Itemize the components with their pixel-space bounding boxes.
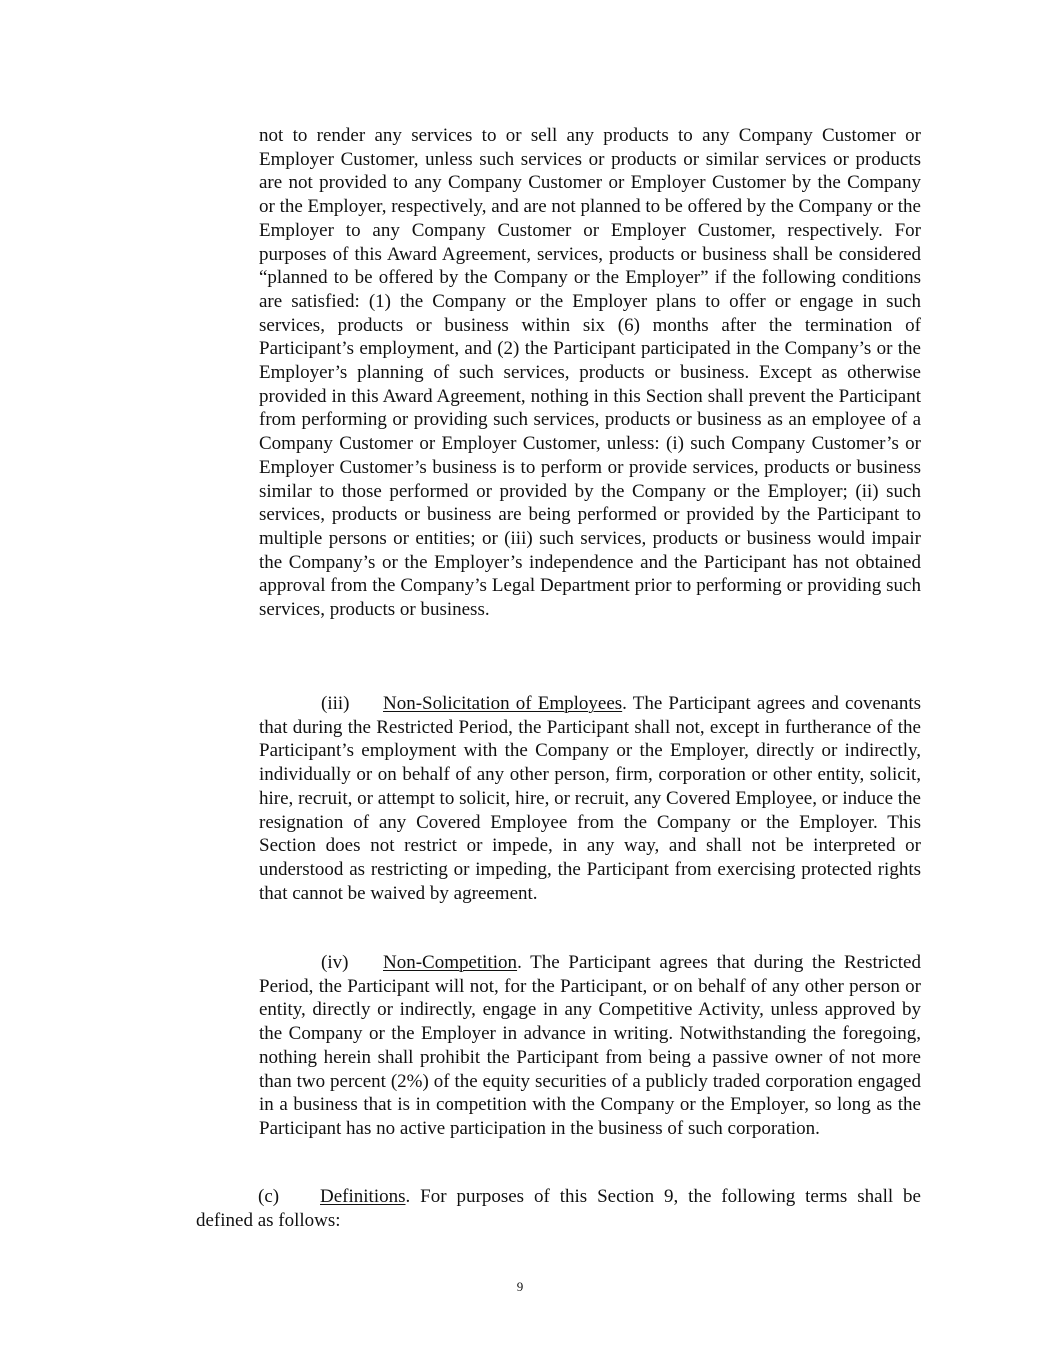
section-iv-text: . The Participant agrees that during the Restricted Period, the Participant will not, for the Participant, or on behalf of any other person or entity, directly or indirectly, engage in any Competitive Activity, unless approved by the Company or the Employer in advance in writing. Notwithstanding the foregoing, nothing herein shall prohibit the Participant from being a passive owner of not more than two percent (2%) of the equity securities of a publicly traded corporation engaged in a business that is in competition with the Company or the Employer, so long as the Participant has no active participation in the business of such corporation. (259, 952, 921, 1139)
section-c-label: (c) (258, 1186, 280, 1207)
continuation-paragraph: not to render any services to or sell any products to any Company Customer or Employer Customer, unless such services or products or similar services or products are not provided to any Company Customer or Employer Customer by the Company or the Employer, respectively, and are not planned to be offered by the Company or the Employer to any Company Customer or Employer Customer, respectively. For purposes of this Award Agreement, services, products or business shall be considered “planned to be offered by the Company or the Employer” if the following conditions are satisfied: (1) the Company or the Employer plans to offer or engage in such services, products or business within six (6) months after the termination of Participant’s employment, and (2) the Participant participated in the Company’s or the Employer’s planning of such services, products or business. Except as otherwise provided in this Award Agreement, nothing in this Section shall prevent the Participant from performing or providing such services, products or business as an employee of a Company Customer or Employer Customer, unless: (i) such Company Customer’s or Employer Customer’s business is to perform or provide services, products or business similar to those performed or provided by the Company or the Employer; (ii) such services, products or business are being performed or provided by the Participant to multiple persons or entities; or (iii) such services, products or business would impair the Company’s or the Employer’s independence and the Participant has not obtained approval from the Company’s Legal Department prior to performing or providing such services, products or business. (259, 125, 921, 621)
section-iv-label: (iv) (321, 952, 349, 973)
section-iii-paragraph (259, 692, 921, 905)
section-c-paragraph (196, 1185, 921, 1232)
page-number: 9 (516, 1279, 524, 1294)
section-iv-heading: Non-Competition (383, 952, 518, 973)
section-iii-heading: Non-Solicitation of Employees (383, 693, 623, 714)
section-iv-paragraph (259, 951, 921, 1141)
section-c-text: . For purposes of this Section 9, the following terms shall be defined as follows: (196, 1186, 921, 1231)
section-iii-label: (iii) (321, 693, 350, 714)
section-c-heading: Definitions (320, 1186, 406, 1207)
section-iii-text: . The Participant agrees and covenants that during the Restricted Period, the Participant shall not, except in furtherance of the Participant’s employment with the Company or the Employer, directly or indirectly, individually or on behalf of any other person, firm, corporation or other entity, solicit, hire, recruit, or attempt to solicit, hire, or recruit, any Covered Employee, or induce the resignation of any Covered Employee from the Company or the Employer. This Section does not restrict or impede, in any way, and shall not be interpreted or understood as restricting or impeding, the Participant from exercising protected rights that cannot be waived by agreement. (259, 693, 921, 904)
